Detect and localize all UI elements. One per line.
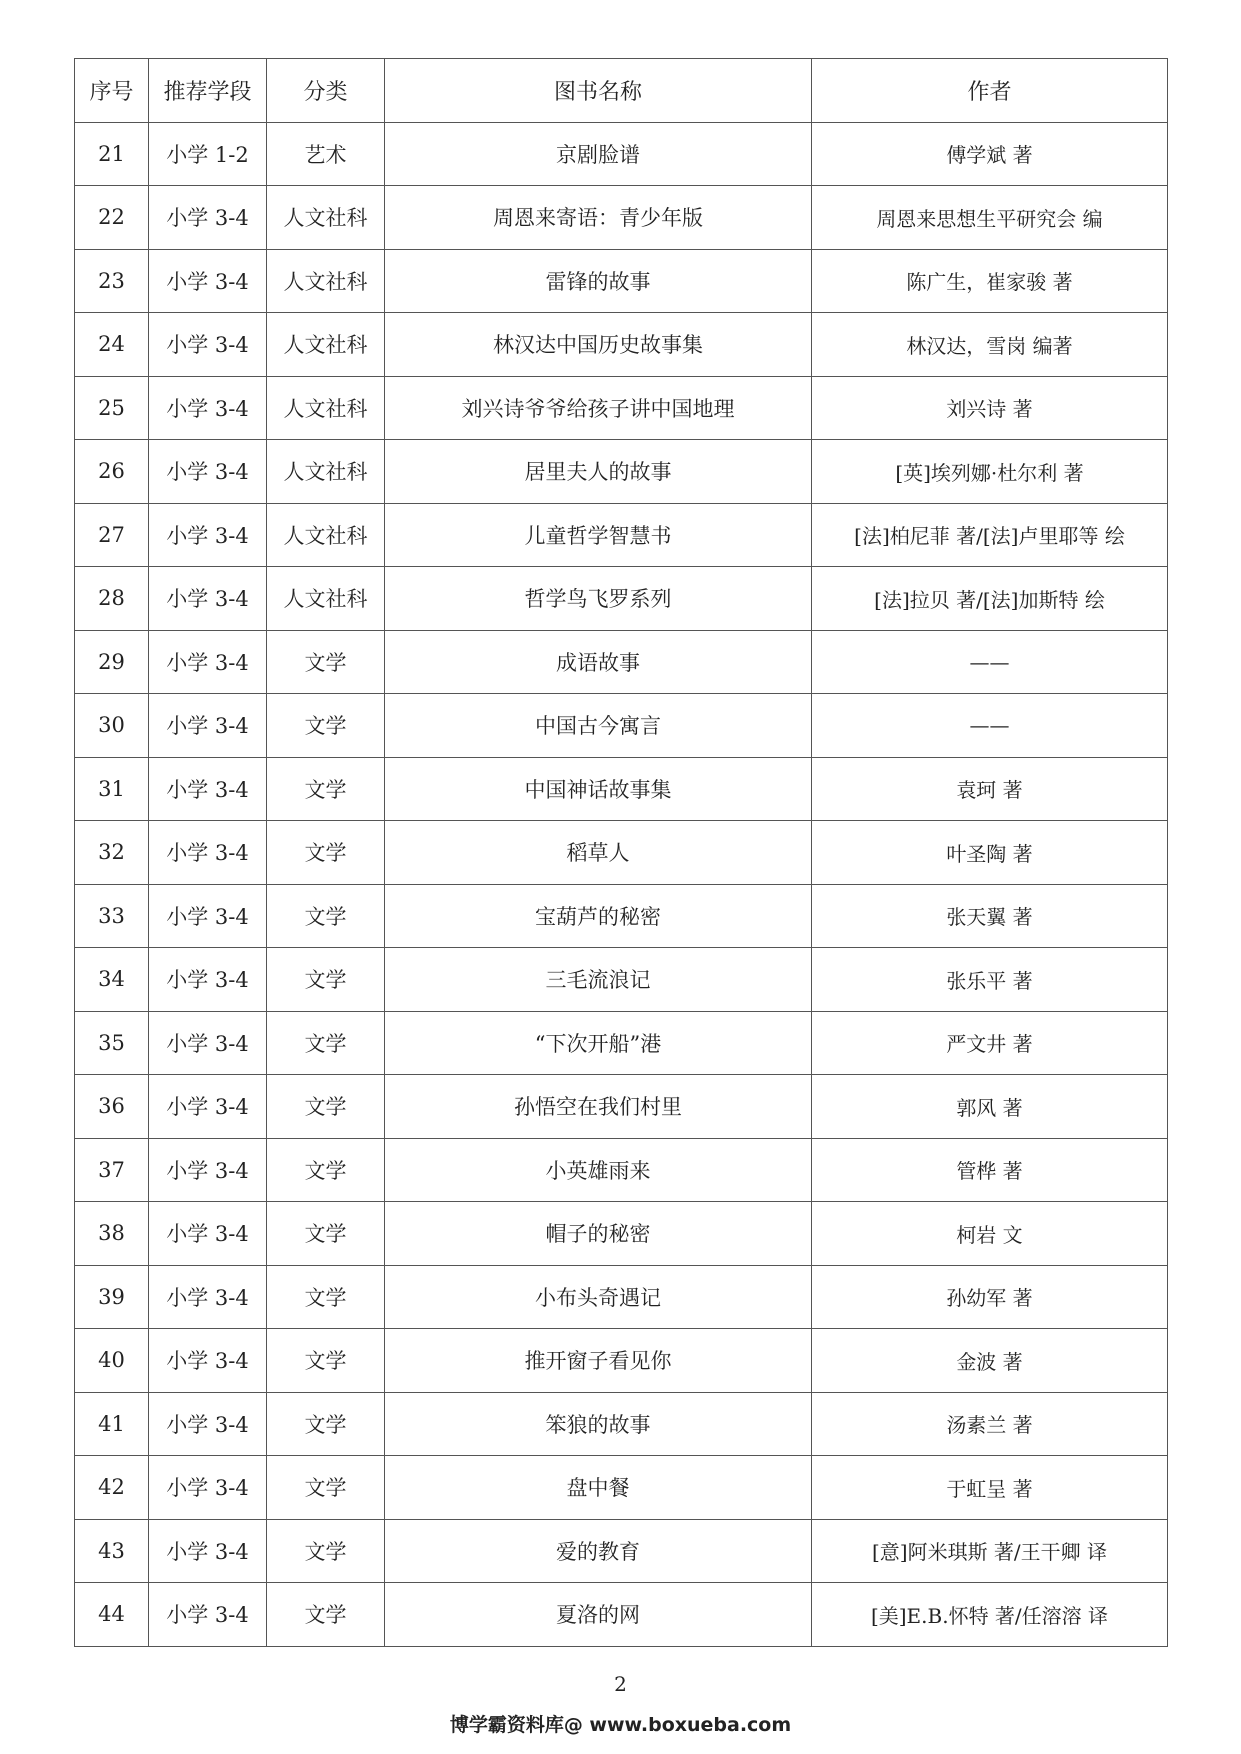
cell-index: 39	[75, 1265, 149, 1329]
table-row	[75, 186, 1168, 250]
table-row	[75, 1075, 1168, 1139]
page-number: 2	[614, 1672, 627, 1696]
cell-category: 文学	[267, 1456, 385, 1520]
cell-grade: 小学 3-4	[149, 376, 267, 440]
cell-author: 汤素兰 著	[812, 1392, 1168, 1456]
cell-grade: 小学 3-4	[149, 821, 267, 885]
cell-author: [英]埃列娜·杜尔利 著	[812, 440, 1168, 504]
cell-title: 居里夫人的故事	[385, 440, 812, 504]
table-row	[75, 1392, 1168, 1456]
cell-index: 42	[75, 1456, 149, 1520]
cell-title: 中国神话故事集	[385, 757, 812, 821]
cell-title: 孙悟空在我们村里	[385, 1075, 812, 1139]
cell-grade: 小学 3-4	[149, 1011, 267, 1075]
cell-title: 盘中餐	[385, 1456, 812, 1520]
cell-category: 文学	[267, 694, 385, 758]
cell-author: 袁珂 著	[812, 757, 1168, 821]
table-row	[75, 1011, 1168, 1075]
cell-author: [法]柏尼菲 著/[法]卢里耶等 绘	[812, 503, 1168, 567]
table-row	[75, 376, 1168, 440]
cell-index: 40	[75, 1329, 149, 1393]
cell-category: 人文社科	[267, 503, 385, 567]
cell-grade: 小学 3-4	[149, 503, 267, 567]
cell-category: 文学	[267, 1265, 385, 1329]
cell-author: [美]E.B.怀特 著/任溶溶 译	[812, 1583, 1168, 1647]
cell-author: 陈广生，崔家骏 著	[812, 249, 1168, 313]
cell-author: 金波 著	[812, 1329, 1168, 1393]
cell-category: 文学	[267, 884, 385, 948]
cell-author: 周恩来思想生平研究会 编	[812, 186, 1168, 250]
table-row	[75, 821, 1168, 885]
cell-index: 36	[75, 1075, 149, 1139]
cell-title: 稻草人	[385, 821, 812, 885]
cell-grade: 小学 3-4	[149, 313, 267, 377]
cell-category: 文学	[267, 1138, 385, 1202]
cell-category: 人文社科	[267, 249, 385, 313]
cell-title: 哲学鸟飞罗系列	[385, 567, 812, 631]
cell-index: 44	[75, 1583, 149, 1647]
table-row	[75, 440, 1168, 504]
cell-author: 于虹呈 著	[812, 1456, 1168, 1520]
cell-index: 32	[75, 821, 149, 885]
cell-title: 成语故事	[385, 630, 812, 694]
cell-category: 文学	[267, 1075, 385, 1139]
book-list-table	[74, 58, 1168, 1647]
cell-category: 文学	[267, 630, 385, 694]
table-row	[75, 1456, 1168, 1520]
cell-author: 郭风 著	[812, 1075, 1168, 1139]
cell-title: 帽子的秘密	[385, 1202, 812, 1266]
header-title: 图书名称	[385, 59, 812, 123]
cell-category: 人文社科	[267, 313, 385, 377]
cell-index: 22	[75, 186, 149, 250]
cell-index: 23	[75, 249, 149, 313]
cell-index: 43	[75, 1519, 149, 1583]
cell-index: 41	[75, 1392, 149, 1456]
cell-category: 人文社科	[267, 440, 385, 504]
table-row	[75, 694, 1168, 758]
cell-index: 24	[75, 313, 149, 377]
cell-title: 雷锋的故事	[385, 249, 812, 313]
cell-category: 文学	[267, 1329, 385, 1393]
cell-grade: 小学 3-4	[149, 1075, 267, 1139]
header-index: 序号	[75, 59, 149, 123]
cell-author: 林汉达，雪岗 编著	[812, 313, 1168, 377]
table-row	[75, 884, 1168, 948]
cell-category: 文学	[267, 1519, 385, 1583]
cell-grade: 小学 3-4	[149, 757, 267, 821]
cell-author: 柯岩 文	[812, 1202, 1168, 1266]
cell-category: 文学	[267, 1392, 385, 1456]
table-header-row	[75, 59, 1168, 123]
footer-watermark: 博学霸资料库@ www.boxueba.com	[449, 1714, 792, 1736]
cell-title: 儿童哲学智慧书	[385, 503, 812, 567]
cell-grade: 小学 3-4	[149, 567, 267, 631]
cell-index: 33	[75, 884, 149, 948]
cell-grade: 小学 3-4	[149, 186, 267, 250]
header-grade: 推荐学段	[149, 59, 267, 123]
table-row	[75, 503, 1168, 567]
cell-category: 文学	[267, 821, 385, 885]
cell-category: 文学	[267, 1202, 385, 1266]
cell-grade: 小学 3-4	[149, 694, 267, 758]
cell-index: 21	[75, 122, 149, 186]
cell-index: 38	[75, 1202, 149, 1266]
cell-category: 文学	[267, 1583, 385, 1647]
cell-category: 文学	[267, 1011, 385, 1075]
cell-index: 25	[75, 376, 149, 440]
cell-author: 刘兴诗 著	[812, 376, 1168, 440]
cell-author: [法]拉贝 著/[法]加斯特 绘	[812, 567, 1168, 631]
table-row	[75, 757, 1168, 821]
cell-author: [意]阿米琪斯 著/王干卿 译	[812, 1519, 1168, 1583]
cell-grade: 小学 3-4	[149, 948, 267, 1012]
table-row	[75, 313, 1168, 377]
cell-grade: 小学 1-2	[149, 122, 267, 186]
cell-index: 37	[75, 1138, 149, 1202]
cell-title: “下次开船”港	[385, 1011, 812, 1075]
book-list-table-container	[74, 58, 1167, 1647]
cell-grade: 小学 3-4	[149, 1456, 267, 1520]
cell-index: 29	[75, 630, 149, 694]
table-row	[75, 1329, 1168, 1393]
cell-title: 刘兴诗爷爷给孩子讲中国地理	[385, 376, 812, 440]
cell-title: 笨狼的故事	[385, 1392, 812, 1456]
cell-index: 30	[75, 694, 149, 758]
cell-title: 三毛流浪记	[385, 948, 812, 1012]
table-row	[75, 1519, 1168, 1583]
cell-index: 31	[75, 757, 149, 821]
cell-author: 孙幼军 著	[812, 1265, 1168, 1329]
table-row	[75, 1265, 1168, 1329]
cell-grade: 小学 3-4	[149, 884, 267, 948]
cell-author: 管桦 著	[812, 1138, 1168, 1202]
cell-author: ——	[812, 694, 1168, 758]
cell-category: 人文社科	[267, 567, 385, 631]
cell-grade: 小学 3-4	[149, 440, 267, 504]
cell-title: 周恩来寄语：青少年版	[385, 186, 812, 250]
cell-author: ——	[812, 630, 1168, 694]
cell-grade: 小学 3-4	[149, 249, 267, 313]
cell-category: 文学	[267, 948, 385, 1012]
cell-index: 28	[75, 567, 149, 631]
cell-title: 爱的教育	[385, 1519, 812, 1583]
cell-author: 傅学斌 著	[812, 122, 1168, 186]
cell-grade: 小学 3-4	[149, 1519, 267, 1583]
cell-title: 宝葫芦的秘密	[385, 884, 812, 948]
table-row	[75, 249, 1168, 313]
cell-title: 小布头奇遇记	[385, 1265, 812, 1329]
cell-grade: 小学 3-4	[149, 1392, 267, 1456]
cell-index: 27	[75, 503, 149, 567]
cell-grade: 小学 3-4	[149, 1265, 267, 1329]
cell-grade: 小学 3-4	[149, 1138, 267, 1202]
cell-author: 张乐平 著	[812, 948, 1168, 1012]
table-row	[75, 1583, 1168, 1647]
cell-title: 林汉达中国历史故事集	[385, 313, 812, 377]
cell-index: 34	[75, 948, 149, 1012]
cell-title: 夏洛的网	[385, 1583, 812, 1647]
cell-category: 文学	[267, 757, 385, 821]
header-author: 作者	[812, 59, 1168, 123]
cell-author: 叶圣陶 著	[812, 821, 1168, 885]
header-category: 分类	[267, 59, 385, 123]
cell-grade: 小学 3-4	[149, 1329, 267, 1393]
cell-index: 35	[75, 1011, 149, 1075]
cell-category: 艺术	[267, 122, 385, 186]
cell-grade: 小学 3-4	[149, 1583, 267, 1647]
table-row	[75, 567, 1168, 631]
cell-title: 中国古今寓言	[385, 694, 812, 758]
table-row	[75, 948, 1168, 1012]
table-row	[75, 630, 1168, 694]
table-row	[75, 1138, 1168, 1202]
cell-title: 推开窗子看见你	[385, 1329, 812, 1393]
cell-title: 京剧脸谱	[385, 122, 812, 186]
cell-grade: 小学 3-4	[149, 1202, 267, 1266]
table-row	[75, 122, 1168, 186]
cell-author: 张天翼 著	[812, 884, 1168, 948]
cell-grade: 小学 3-4	[149, 630, 267, 694]
cell-category: 人文社科	[267, 186, 385, 250]
cell-index: 26	[75, 440, 149, 504]
cell-author: 严文井 著	[812, 1011, 1168, 1075]
table-row	[75, 1202, 1168, 1266]
cell-category: 人文社科	[267, 376, 385, 440]
cell-title: 小英雄雨来	[385, 1138, 812, 1202]
